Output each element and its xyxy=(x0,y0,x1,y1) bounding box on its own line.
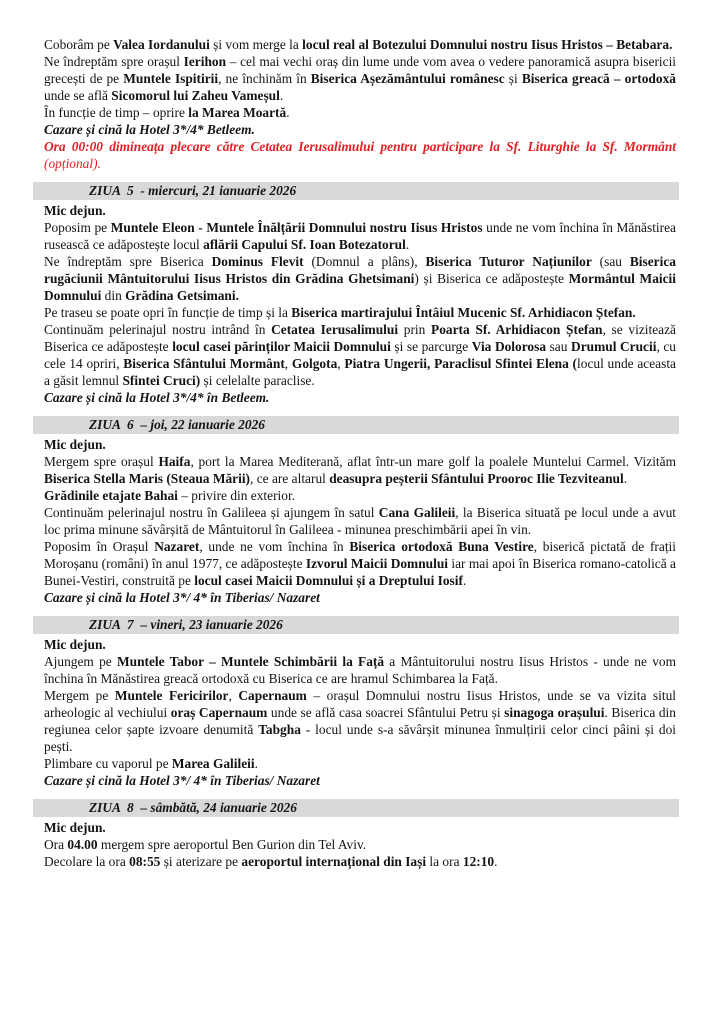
text-run: Izvorul Maicii Domnului xyxy=(305,556,448,571)
paragraph xyxy=(44,36,676,53)
text-run: Mic dejun. xyxy=(44,637,106,652)
paragraph xyxy=(44,653,676,687)
text-run: Piatra Ungerii, Paraclisul Sfintei Elena ( xyxy=(344,356,578,371)
paragraph xyxy=(44,819,676,836)
text-run: . xyxy=(286,105,290,120)
text-run: (Domnul a plâns), xyxy=(303,254,426,269)
paragraph xyxy=(44,755,676,772)
text-run: deasupra peșterii Sfântului Prooroc Ilie Tezviteanul xyxy=(329,471,624,486)
text-run: Biserica rugăciunii Mântuitorului Iisus Hristos din Grădina Ghetsimani xyxy=(44,254,676,286)
text-run: Muntele Fericirilor xyxy=(114,688,229,703)
paragraph xyxy=(44,389,676,406)
text-run: , biserică pictată de frații Moroșanu (români) în anul 1977, ce adăpostește xyxy=(44,539,676,571)
text-run: mergem spre aeroportul Ben Gurion din Tel Aviv. xyxy=(97,837,367,852)
text-run: din xyxy=(101,288,126,303)
text-run: – orașul Domnului nostru Iisus Hristos, unde se va vizita situl arheologic al vechiului xyxy=(44,688,677,720)
paragraph xyxy=(44,538,676,589)
text-run: sau xyxy=(546,339,572,354)
text-run: Grădina Getsimani. xyxy=(125,288,239,303)
text-run: și se parcurge xyxy=(390,339,472,354)
text-run: Grădinile etajate Bahai xyxy=(44,488,178,503)
text-run: a Mântuitorului nostru Iisus Hristos - unde ne vom închina în Mănăstirea greacă ortodoxă cu Biserica ce are hramul Schimbarea la Față. xyxy=(44,654,676,686)
text-run: - locul unde s-a săvârșit minunea înmulțirii celor cinci pâini și doi pești. xyxy=(44,722,676,754)
text-run: – cel mai vechi oraș din lume unde vom avea o vedere panoramică asupra bisericii grecești de pe xyxy=(44,54,677,86)
text-run: Coborâm pe xyxy=(44,37,114,52)
paragraph xyxy=(44,202,676,219)
paragraph xyxy=(44,853,676,870)
text-run: Biserica Sfântului Mormânt xyxy=(123,356,285,371)
text-run: , xyxy=(337,356,345,371)
text-run: 04.00 xyxy=(67,837,98,852)
text-run: Poposim pe xyxy=(44,220,111,235)
text-run: Poarta Sf. Arhidiacon Ștefan xyxy=(431,322,603,337)
text-run: locul casei părinților Maicii Domnului xyxy=(172,339,391,354)
paragraph xyxy=(44,836,676,853)
text-run: . xyxy=(254,756,258,771)
day-header: ZIUA 5 - miercuri, 21 ianuarie 2026 xyxy=(33,182,679,200)
text-run: Ierihon xyxy=(183,54,227,69)
text-run: Cana Galileii xyxy=(378,505,456,520)
text-run: Ora 00:00 dimineața plecare către Cetatea Ierusalimului pentru participare la Sf. Liturghie la Sf. Mormânt xyxy=(44,139,676,154)
text-run: Mic dejun. xyxy=(44,203,106,218)
paragraph xyxy=(44,504,676,538)
text-run: . Biserica din regiunea celor șapte izvoare denumită xyxy=(44,705,676,737)
paragraph xyxy=(44,304,676,321)
text-run: unde ne vom închina în Mănăstirea rusească ce adăpostește locul xyxy=(44,220,676,252)
paragraph xyxy=(44,487,676,504)
paragraph xyxy=(44,772,676,789)
text-run: , la Biserica situată pe locul unde a avut loc prima minune săvârșită de Mântuitorul în Galileea - minunea preschimbării apei în vin. xyxy=(44,505,676,537)
text-run: Cetatea Ierusalimului xyxy=(271,322,399,337)
text-run: oraș Capernaum xyxy=(170,705,268,720)
text-run: prin xyxy=(398,322,432,337)
text-run: – privire din exterior. xyxy=(177,488,296,503)
text-run: locul casei Maicii Domnului și a Dreptului Iosif xyxy=(194,573,463,588)
paragraph xyxy=(44,104,676,121)
text-run: , xyxy=(284,356,292,371)
paragraph xyxy=(44,53,676,104)
text-run: Biserica greacă – ortodoxă xyxy=(521,71,676,86)
paragraph xyxy=(44,121,676,138)
text-run: . xyxy=(623,471,628,486)
text-run: , unde ne vom închina în xyxy=(199,539,350,554)
text-run: , ce are altarul xyxy=(250,471,330,486)
text-run: Mic dejun. xyxy=(44,820,106,835)
text-run: Ora xyxy=(44,837,68,852)
text-run: 12:10 xyxy=(462,854,495,869)
paragraph xyxy=(44,636,676,653)
text-run: locul real al Botezului Domnului nostru Iisus Hristos – Betabara. xyxy=(302,37,673,52)
text-run: Tabgha xyxy=(258,722,301,737)
text-run: În funcție de timp – oprire xyxy=(44,105,189,120)
text-run: Biserica martirajului Întâiul Mucenic Sf. Arhidiacon Ștefan. xyxy=(291,305,636,320)
text-run: Haifa xyxy=(158,454,191,469)
paragraph xyxy=(44,687,676,755)
text-run: Biserica Stella Maris (Steaua Mării) xyxy=(44,471,251,486)
text-run: aflării Capului Sf. Ioan Botezatorul xyxy=(203,237,406,252)
text-run: Cazare și cină la Hotel 3*/ 4* în Tiberias/ Nazaret xyxy=(44,773,320,788)
day-header: ZIUA 8 – sâmbătă, 24 ianuarie 2026 xyxy=(33,799,679,817)
text-run: Sfintei Cruci) xyxy=(122,373,201,388)
text-run: . xyxy=(405,237,410,252)
text-run: și xyxy=(504,71,522,86)
text-run: și aterizare pe xyxy=(160,854,242,869)
day-header: ZIUA 6 – joi, 22 ianuarie 2026 xyxy=(33,416,679,434)
text-run: Ne îndreptăm spre Biserica xyxy=(44,254,212,269)
alert-paragraph xyxy=(44,138,676,172)
text-run: Poposim în Orașul xyxy=(44,539,155,554)
text-run: aeroportul internațional din Iași xyxy=(241,854,427,869)
text-run: Muntele Eleon - Muntele Înălțării Domnului nostru Iisus Hristos xyxy=(110,220,483,235)
paragraph xyxy=(44,453,676,487)
paragraph xyxy=(44,253,676,304)
text-run: Nazaret xyxy=(154,539,200,554)
text-run: (sau xyxy=(591,254,630,269)
text-run: , xyxy=(228,688,239,703)
paragraph xyxy=(44,321,676,389)
text-run: Biserica ortodoxă Buna Vestire xyxy=(349,539,534,554)
document-body xyxy=(44,36,676,870)
text-run: Biserica Așezământului românesc xyxy=(310,71,505,86)
text-run: Cazare și cină la Hotel 3*/ 4* în Tiberias/ Nazaret xyxy=(44,590,320,605)
text-run: ) și Biserica ce adăpostește xyxy=(414,271,569,286)
text-run: Mic dejun. xyxy=(44,437,106,452)
text-run: Pe traseu se poate opri în funcție de timp și la xyxy=(44,305,292,320)
paragraph xyxy=(44,219,676,253)
paragraph xyxy=(44,436,676,453)
text-run: , cu cele 14 opriri, xyxy=(44,339,676,371)
text-run: și celelalte paraclise. xyxy=(200,373,315,388)
text-run: Muntele Ispitirii xyxy=(123,71,219,86)
text-run: Muntele Tabor – Muntele Schimbării la Față xyxy=(116,654,385,669)
text-run: Cazare și cină la Hotel 3*/4* în Betleem. xyxy=(44,390,270,405)
text-run: Continuăm pelerinajul nostru intrând în xyxy=(44,322,272,337)
text-run: . xyxy=(279,88,284,103)
text-run: Capernaum xyxy=(238,688,307,703)
paragraph xyxy=(44,589,676,606)
text-run: Via Dolorosa xyxy=(471,339,547,354)
text-run: Mergem spre orașul xyxy=(44,454,159,469)
text-run: unde se află casa soacrei Sfântului Petru și xyxy=(267,705,505,720)
text-run: Drumul Crucii xyxy=(571,339,657,354)
text-run: , se vizitează Biserica ce adăpostește xyxy=(44,322,676,354)
text-run: Ajungem pe xyxy=(44,654,117,669)
text-run: Mergem pe xyxy=(44,688,115,703)
text-run: Golgota xyxy=(291,356,338,371)
text-run: . xyxy=(494,854,498,869)
day-header: ZIUA 7 – vineri, 23 ianuarie 2026 xyxy=(33,616,679,634)
text-run: unde se află xyxy=(44,88,112,103)
text-run: . xyxy=(462,573,467,588)
text-run: Plimbare cu vaporul pe xyxy=(44,756,172,771)
text-run: la ora xyxy=(426,854,463,869)
text-run: Cazare și cină la Hotel 3*/4* Betleem. xyxy=(44,122,255,137)
text-run: Marea Galileii xyxy=(171,756,255,771)
text-run: Ne îndreptăm spre orașul xyxy=(44,54,184,69)
text-run: Continuăm pelerinajul nostru în Galileea și ajungem în satul xyxy=(44,505,379,520)
text-run: iar mai apoi în Biserica romano-catolică a Bunei-Vestiri, construită pe xyxy=(44,556,676,588)
text-run: locul unde aceasta a găsit lemnul xyxy=(44,356,676,388)
text-run: sinagoga orașului xyxy=(504,705,605,720)
text-run: și vom merge la xyxy=(209,37,303,52)
text-run: 08:55 xyxy=(129,854,161,869)
text-run: Valea Iordanului xyxy=(113,37,210,52)
text-run: Biserica Tuturor Națiunilor xyxy=(425,254,592,269)
text-run: (opțional). xyxy=(44,156,101,171)
text-run: , port la Marea Mediterană, aflat într-un mare golf la poalele Muntelui Carmel. Vizităm xyxy=(190,454,676,469)
text-run: Mormântul Maicii Domnului xyxy=(44,271,676,303)
text-run: Decolare la ora xyxy=(44,854,130,869)
text-run: , ne închinăm în xyxy=(218,71,311,86)
text-run: Dominus Flevit xyxy=(211,254,304,269)
text-run: Sicomorul lui Zaheu Vameșul xyxy=(111,88,280,103)
text-run: la Marea Moartă xyxy=(188,105,287,120)
